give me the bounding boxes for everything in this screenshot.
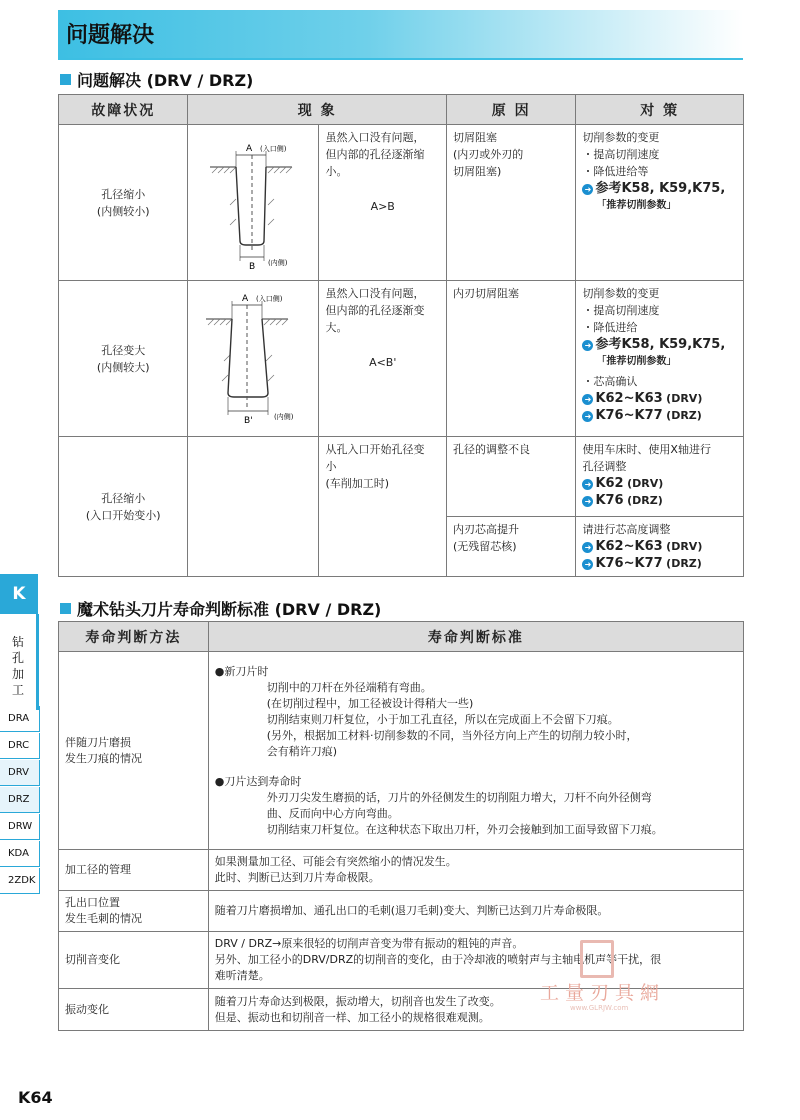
sidebar-item-drw[interactable]: DRW (0, 814, 40, 840)
col-header-method: 寿命判断方法 (59, 622, 209, 652)
method-cell: 振动变化 (59, 989, 209, 1031)
measure-cell: 切削参数的变更 ・提高切削速度 ・降低进给等 ➜ 参考K58, K59,K75, 「推荐切削参数」 (576, 125, 744, 281)
diagram-cell (188, 281, 319, 437)
condition-cell: 孔径缩小 (内侧较小) (59, 125, 188, 281)
watermark-text: 工量刃具網 (540, 982, 666, 1004)
sidebar-accent-bar (36, 614, 39, 710)
reference-link[interactable]: K62 (595, 476, 624, 491)
diagram-cell (188, 125, 319, 281)
arrow-right-icon: ➜ (582, 542, 593, 553)
reference-link[interactable]: 参考K58, K59,K75, (595, 337, 726, 352)
col-header-phenomenon: 现 象 (188, 95, 447, 125)
col-header-cause: 原 因 (446, 95, 575, 125)
diagram-note-inner: (内侧) (268, 259, 288, 267)
diagram-cell-empty (188, 437, 319, 577)
condition-cell: 孔径缩小 (入口开始变小) (59, 437, 188, 577)
measure-cell: 切削参数的变更 ・提高切削速度 ・降低进给 ➜ 参考K58, K59,K75, 「推荐切削参数」 ・芯高确认 ➜ K62~K63 (DRV) ➜ K76~K77 (DRZ) (576, 281, 744, 437)
sidebar-item-2zdk[interactable]: 2ZDK (0, 868, 40, 894)
method-cell: 加工径的管理 (59, 850, 209, 891)
watermark-url: www.GLRJW.com (570, 1004, 629, 1012)
reference-link[interactable]: K76 (595, 493, 624, 508)
reference-link[interactable]: K62~K63 (595, 391, 663, 406)
page-title: 问题解决 (66, 23, 155, 48)
table-row (59, 891, 744, 932)
table-row (59, 850, 744, 891)
diagram-note-entrance: (入口侧) (256, 295, 283, 303)
arrow-right-icon: ➜ (582, 411, 593, 422)
col-header-measure: 对 策 (576, 95, 744, 125)
section-title-insert-life: 魔术钻头刀片寿命判断标准 (DRV / DRZ) (60, 597, 381, 620)
reference-link[interactable]: K62~K63 (595, 539, 663, 554)
watermark (540, 940, 680, 1020)
method-cell: 切削音变化 (59, 932, 209, 989)
table-row (59, 125, 744, 281)
sidebar-category-label: 钻孔加工 (12, 635, 25, 697)
table-row (59, 437, 744, 517)
arrow-right-icon: ➜ (582, 340, 593, 351)
section-marker-icon (60, 74, 71, 85)
measure-cell: 请进行芯高度调整 ➜ K62~K63 (DRV) ➜ K76~K77 (DRZ) (576, 517, 744, 577)
cause-cell: 内刃芯高提升 (无残留芯核) (446, 517, 575, 577)
table-row (59, 652, 744, 850)
arrow-right-icon: ➜ (582, 496, 593, 507)
sidebar-item-drz[interactable]: DRZ (0, 787, 40, 813)
diagram-label-a: A (246, 144, 253, 154)
arrow-right-icon: ➜ (582, 559, 593, 570)
arrow-right-icon: ➜ (582, 184, 593, 195)
section-title-troubleshooting: 问题解决 (DRV / DRZ) (60, 68, 253, 91)
phenomenon-cell: 虽然入口没有问题， 但内部的孔径逐渐缩 小。 A>B (319, 125, 447, 281)
criteria-cell: 随着刀片寿命达到极限，振动增大，切削音也发生了改变。 但是、振动也和切削音一样、加工径小的规格很难观测。 (208, 989, 743, 1031)
arrow-right-icon: ➜ (582, 394, 593, 405)
method-cell: 孔出口位置 发生毛刺的情况 (59, 891, 209, 932)
cause-cell: 孔径的调整不良 (446, 437, 575, 517)
sidebar-item-dra[interactable]: DRA (0, 706, 40, 732)
reference-link[interactable]: K76~K77 (595, 556, 663, 571)
sidebar-item-kda[interactable]: KDA (0, 841, 40, 867)
reference-link[interactable]: K76~K77 (595, 408, 663, 423)
cause-cell: 切屑阻塞 (内刃或外刃的 切屑阻塞) (446, 125, 575, 281)
col-header-criteria: 寿命判断标准 (208, 622, 743, 652)
criteria-cell: 如果测量加工径、可能会有突然缩小的情况发生。 此时、判断已达到刀片寿命极限。 (208, 850, 743, 891)
table-row (59, 281, 744, 437)
reference-link[interactable]: 参考K58, K59,K75, (595, 181, 726, 196)
measure-cell: 使用车床时、使用X轴进行 孔径调整 ➜ K62 (DRV) ➜ K76 (DRZ) (576, 437, 744, 517)
formula-text: A<B' (369, 356, 397, 369)
condition-cell: 孔径变大 (内侧较大) (59, 281, 188, 437)
diagram-note-inner: (内侧) (274, 413, 294, 421)
criteria-cell: 随着刀片磨损增加、通孔出口的毛刺(退刀毛刺)变大、判断已达到刀片寿命极限。 (208, 891, 743, 932)
sidebar-tab-k[interactable]: K (0, 574, 38, 614)
troubleshooting-table (58, 94, 744, 577)
header-divider (58, 58, 743, 60)
diagram-label-b-prime: B' (244, 416, 254, 426)
criteria-cell: ●新刀片时 切削中的刀杆在外径端稍有弯曲。 (在切削过程中，加工径被设计得稍大一些) 切削结束则刀杆复位，小于加工孔直径，所以在完成面上不会留下刀痕。 (另外，根据加工材料·切削参数的不同，当外径方向上产生的切削力较小时， 会有稍许刀痕) ●刀片达到寿命时 外刃刀尖发生磨损的话，刀片的外径侧发生的切削阻力增大，刀杆不向外径侧弯 曲、反而向中心方向弯曲。 切削结束刀杆复位。在这种状态下取出刀杆，外刃会接触到加工面导致留下刀痕。 (208, 652, 743, 850)
page-header-banner (58, 10, 743, 58)
method-cell: 伴随刀片磨损 发生刀痕的情况 (59, 652, 209, 850)
col-header-condition: 故障状况 (59, 95, 188, 125)
arrow-right-icon: ➜ (582, 479, 593, 490)
watermark-logo-icon (580, 940, 614, 978)
hole-enlarge-diagram (188, 281, 318, 431)
hole-shrink-diagram (188, 125, 318, 275)
cause-cell: 内刃切屑阻塞 (446, 281, 575, 437)
diagram-label-b: B (249, 262, 256, 272)
sidebar-item-drc[interactable]: DRC (0, 733, 40, 759)
sidebar-item-drv[interactable]: DRV (0, 760, 40, 786)
page-number: K64 (18, 1088, 53, 1107)
table-header-row (59, 95, 744, 125)
phenomenon-cell: 从孔入口开始孔径变 小 (车削加工时) (319, 437, 447, 577)
formula-text: A>B (370, 200, 395, 213)
criteria-cell: DRV / DRZ→原来很轻的切削声音变为带有振动的粗钝的声音。 另外、加工径小的DRV/DRZ的切削音的变化，由于冷却液的喷射声与主轴电机声等干扰，很 难听清楚。 (208, 932, 743, 989)
diagram-label-a: A (242, 294, 249, 304)
phenomenon-cell: 虽然入口没有问题， 但内部的孔径逐渐变 大。 A<B' (319, 281, 447, 437)
table-header-row (59, 622, 744, 652)
diagram-note-entrance: (入口侧) (260, 145, 287, 153)
section-marker-icon (60, 603, 71, 614)
